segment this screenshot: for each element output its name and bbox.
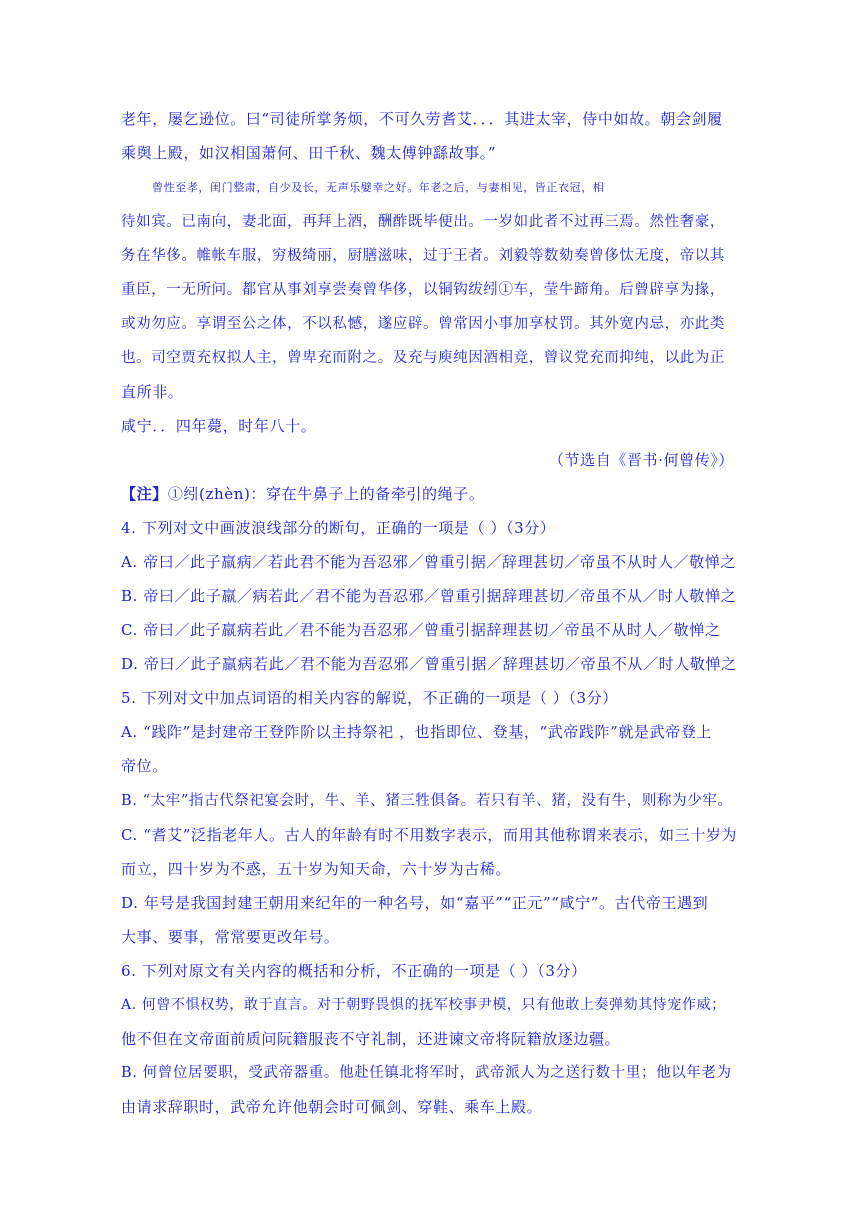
passage-line: 务在华侈。帷帐车服，穷极绮丽，厨膳滋味，过于王者。刘毅等数劾奏曾侈忲无度，帝以其 <box>121 248 725 264</box>
question-6-option-a: A. 何曾不惧权势，敢于直言。对于朝野畏惧的抚军校事尹模，只有他敢上奏弹劾其恃宠作威； <box>121 997 726 1013</box>
question-5-option-a-cont: 帝位。 <box>121 757 168 775</box>
question-5-option-d-cont: 大事、要事，常常要更改年号。 <box>121 928 340 946</box>
question-4-option-c: C. 帝曰／此子羸病若此／君不能为吾忍邪／曾重引据辞理甚切／帝虽不从时人／敬惮之 <box>121 621 721 639</box>
passage-line: 直所非。 <box>121 383 184 401</box>
passage-line: 也。司空贾充权拟人主，曾卑充而附之。及充与庾纯因酒相竞，曾议党充而抑纯，以此为正 <box>121 350 725 366</box>
passage-line: 咸宁．．四年薨，时年八十。 <box>121 417 317 435</box>
question-4-option-d: D. 帝曰／此子羸病若此／君不能为吾忍邪／曾重引据／辞理甚切／帝虽不从／时人敬惮之 <box>121 655 737 673</box>
passage-line: 曾性至孝，闺门整肃，自少及长，无声乐嬖幸之好。年老之后，与妻相见，皆正衣冠，相 <box>152 181 605 194</box>
passage-line: 乘舆上殿，如汉相国萧何、田千秋、魏太傅钟繇故事。” <box>121 144 497 162</box>
passage-line: 待如宾。已南向，妻北面，再拜上酒，酬酢既毕便出。一岁如此者不过再三焉。然性奢豪， <box>121 214 725 230</box>
question-4-option-b: B. 帝曰／此子羸／病若此／君不能为吾忍邪／曾重引据辞理甚切／帝虽不从／时人敬惮之 <box>121 587 737 605</box>
question-5-option-c: C. “耆艾”泛指老年人。古人的年龄有时不用数字表示，而用其他称谓来表示，如三十岁为 <box>121 826 738 844</box>
source-citation: （节选自《晋书·何曾传》） <box>548 451 734 469</box>
question-5-option-a: A. “践阼”是封建帝王登阼阶以主持祭祀 ，也指即位、登基，“武帝践阼”就是武帝登上 <box>121 723 713 741</box>
question-6-option-a-cont: 他不但在文帝面前质问阮籍服丧不守礼制，还进谏文帝将阮籍放逐边疆。 <box>121 1030 621 1048</box>
passage-line: 重臣，一无所问。都官从事刘享尝奏曾华侈，以铜钩绂纼①车，莹牛蹄角。后曾辟享为掾， <box>121 282 725 298</box>
question-5-stem: 5. 下列对文中加点词语的相关内容的解说，不正确的一项是（ ）（3分） <box>121 689 618 707</box>
question-5-option-d: D. 年号是我国封建王朝用来纪年的一种名号，如“嘉平”“正元”“咸宁”。古代帝王遇到 <box>121 894 709 912</box>
note-label: 【注】 <box>121 485 168 503</box>
question-5-option-c-cont: 而立，四十岁为不惑，五十岁为知天命，六十岁为古稀。 <box>121 860 512 878</box>
question-4-stem: 4. 下列对文中画波浪线部分的断句，正确的一项是（ ）（3分） <box>121 519 556 537</box>
question-6-option-b-cont: 由请求辞职时，武帝允许他朝会时可佩剑、穿鞋、乘车上殿。 <box>121 1098 543 1116</box>
passage-line: 或劝勿应。享谓至公之体，不以私憾，遂应辟。曾常因小事加享杖罚。其外宽内忌，亦此类 <box>121 316 725 332</box>
question-4-option-a: A. 帝曰／此子羸病／若此君不能为吾忍邪／曾重引据／辞理甚切／帝虽不从时人／敬惮之 <box>121 553 736 571</box>
note-text: ①纼(zhèn)：穿在牛鼻子上的备牵引的绳子。 <box>167 485 485 503</box>
question-6-stem: 6. 下列对原文有关内容的概括和分析，不正确的一项是（ ）（3分） <box>121 962 587 980</box>
question-6-option-b: B. 何曾位居要职，受武帝器重。他赴任镇北将军时，武帝派人为之送行数十里；他以年老为 <box>121 1065 732 1081</box>
footnote <box>121 484 741 504</box>
question-5-option-b: B. “太牢”指古代祭祀宴会时，牛、羊、猪三牲俱备。若只有羊、猪，没有牛，则称为少牢。 <box>121 793 733 809</box>
passage-line: 老年，屡乞逊位。曰“司徒所掌务烦，不可久劳耆艾．．．其进太宰，侍中如故。朝会剑履 <box>121 110 723 128</box>
